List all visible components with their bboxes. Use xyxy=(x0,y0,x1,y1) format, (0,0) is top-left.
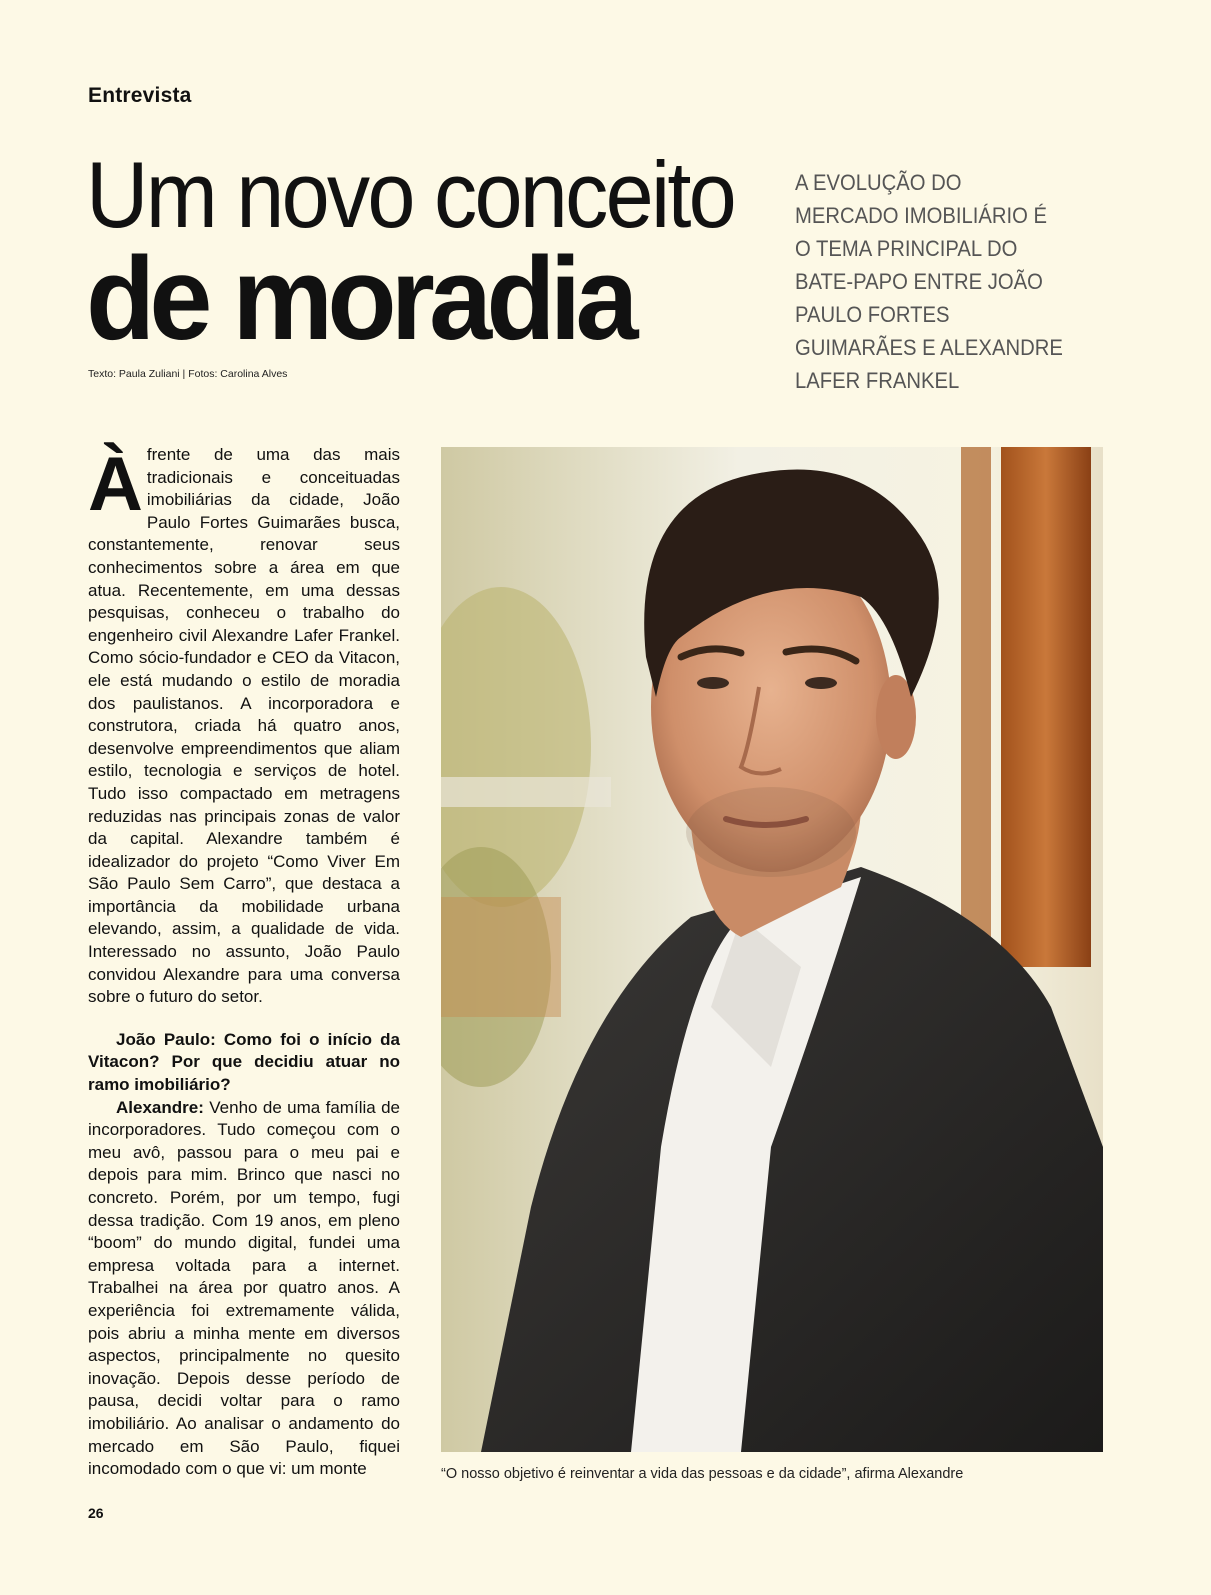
intro-paragraph xyxy=(88,444,400,1009)
photo-text-credits: Texto: Paula Zuliani | Fotos: Carolina Alves xyxy=(88,368,288,380)
article-deck: A EVOLUÇÃO DO MERCADO IMOBILIÁRIO É O TEMA PRINCIPAL DO BATE-PAPO ENTRE JOÃO PAULO FORTES GUIMARÃES E ALEXANDRE LAFER FRANKEL xyxy=(795,170,1063,393)
intro-text: frente de uma das mais tradicionais e conceituadas imobiliárias da cidade, João Paulo Fortes Guimarães busca, constantemente, renovar seus conhecimentos sobre a área em que atua. Recentemente, em uma dessas pesquisas, conheceu o trabalho do engenheiro civil Alexandre Lafer Frankel. Como sócio-fundador e CEO da Vitacon, ele está mudando o estilo de moradia dos paulistanos. A incorporadora e construtora, criada há quatro anos, desenvolve empreendimentos que aliam estilo, tecnologia e serviços de hotel. Tudo isso compactado em metragens reduzidas nas principais zonas de valor da capital. Alexandre também é idealizador do projeto “Como Viver Em São Paulo Sem Carro”, que destaca a importância da mobilidade urbana elevando, assim, a qualidade de vida. Interessado no assunto, João Paulo convidou Alexandre para uma conversa sobre o futuro do setor. xyxy=(88,445,400,1007)
photo-caption: “O nosso objetivo é reinventar a vida das pessoas e da cidade”, afirma Alexandre xyxy=(441,1466,964,1482)
answer-speaker: Alexandre: xyxy=(116,1097,204,1117)
portrait-photo xyxy=(441,447,1103,1452)
answer-text: Venho de uma família de incorporadores. Tudo começou com o meu avô, passou para o meu pai e depois para mim. Brinco que nasci no concreto. Porém, por um tempo, fugi dessa tradição. Com 19 anos, em pleno “boom” do mundo digital, fundei uma empresa voltada para a internet. Trabalhei na área por quatro anos. A experiência foi extremamente válida, pois abriu a minha mente em diversos aspectos, principalmente no quesito inovação. Depois desse período de pausa, decidi voltar para o ramo imobiliário. Ao analisar o andamento do mercado em São Paulo, fiquei incomodado com o que vi: um monte xyxy=(88,1097,400,1479)
headline-line-2: de moradia xyxy=(86,233,633,365)
portrait-photo-icon xyxy=(441,447,1103,1452)
drop-cap: À xyxy=(88,442,143,527)
interview-answer xyxy=(88,1097,400,1481)
interview-question: João Paulo: Como foi o início da Vitacon? Por que decidiu atuar no ramo imobiliário? xyxy=(88,1029,400,1095)
headline-line-1: Um novo conceito xyxy=(86,142,735,247)
section-label: Entrevista xyxy=(88,84,192,107)
article-body xyxy=(88,444,400,1481)
page-number: 26 xyxy=(88,1505,104,1521)
